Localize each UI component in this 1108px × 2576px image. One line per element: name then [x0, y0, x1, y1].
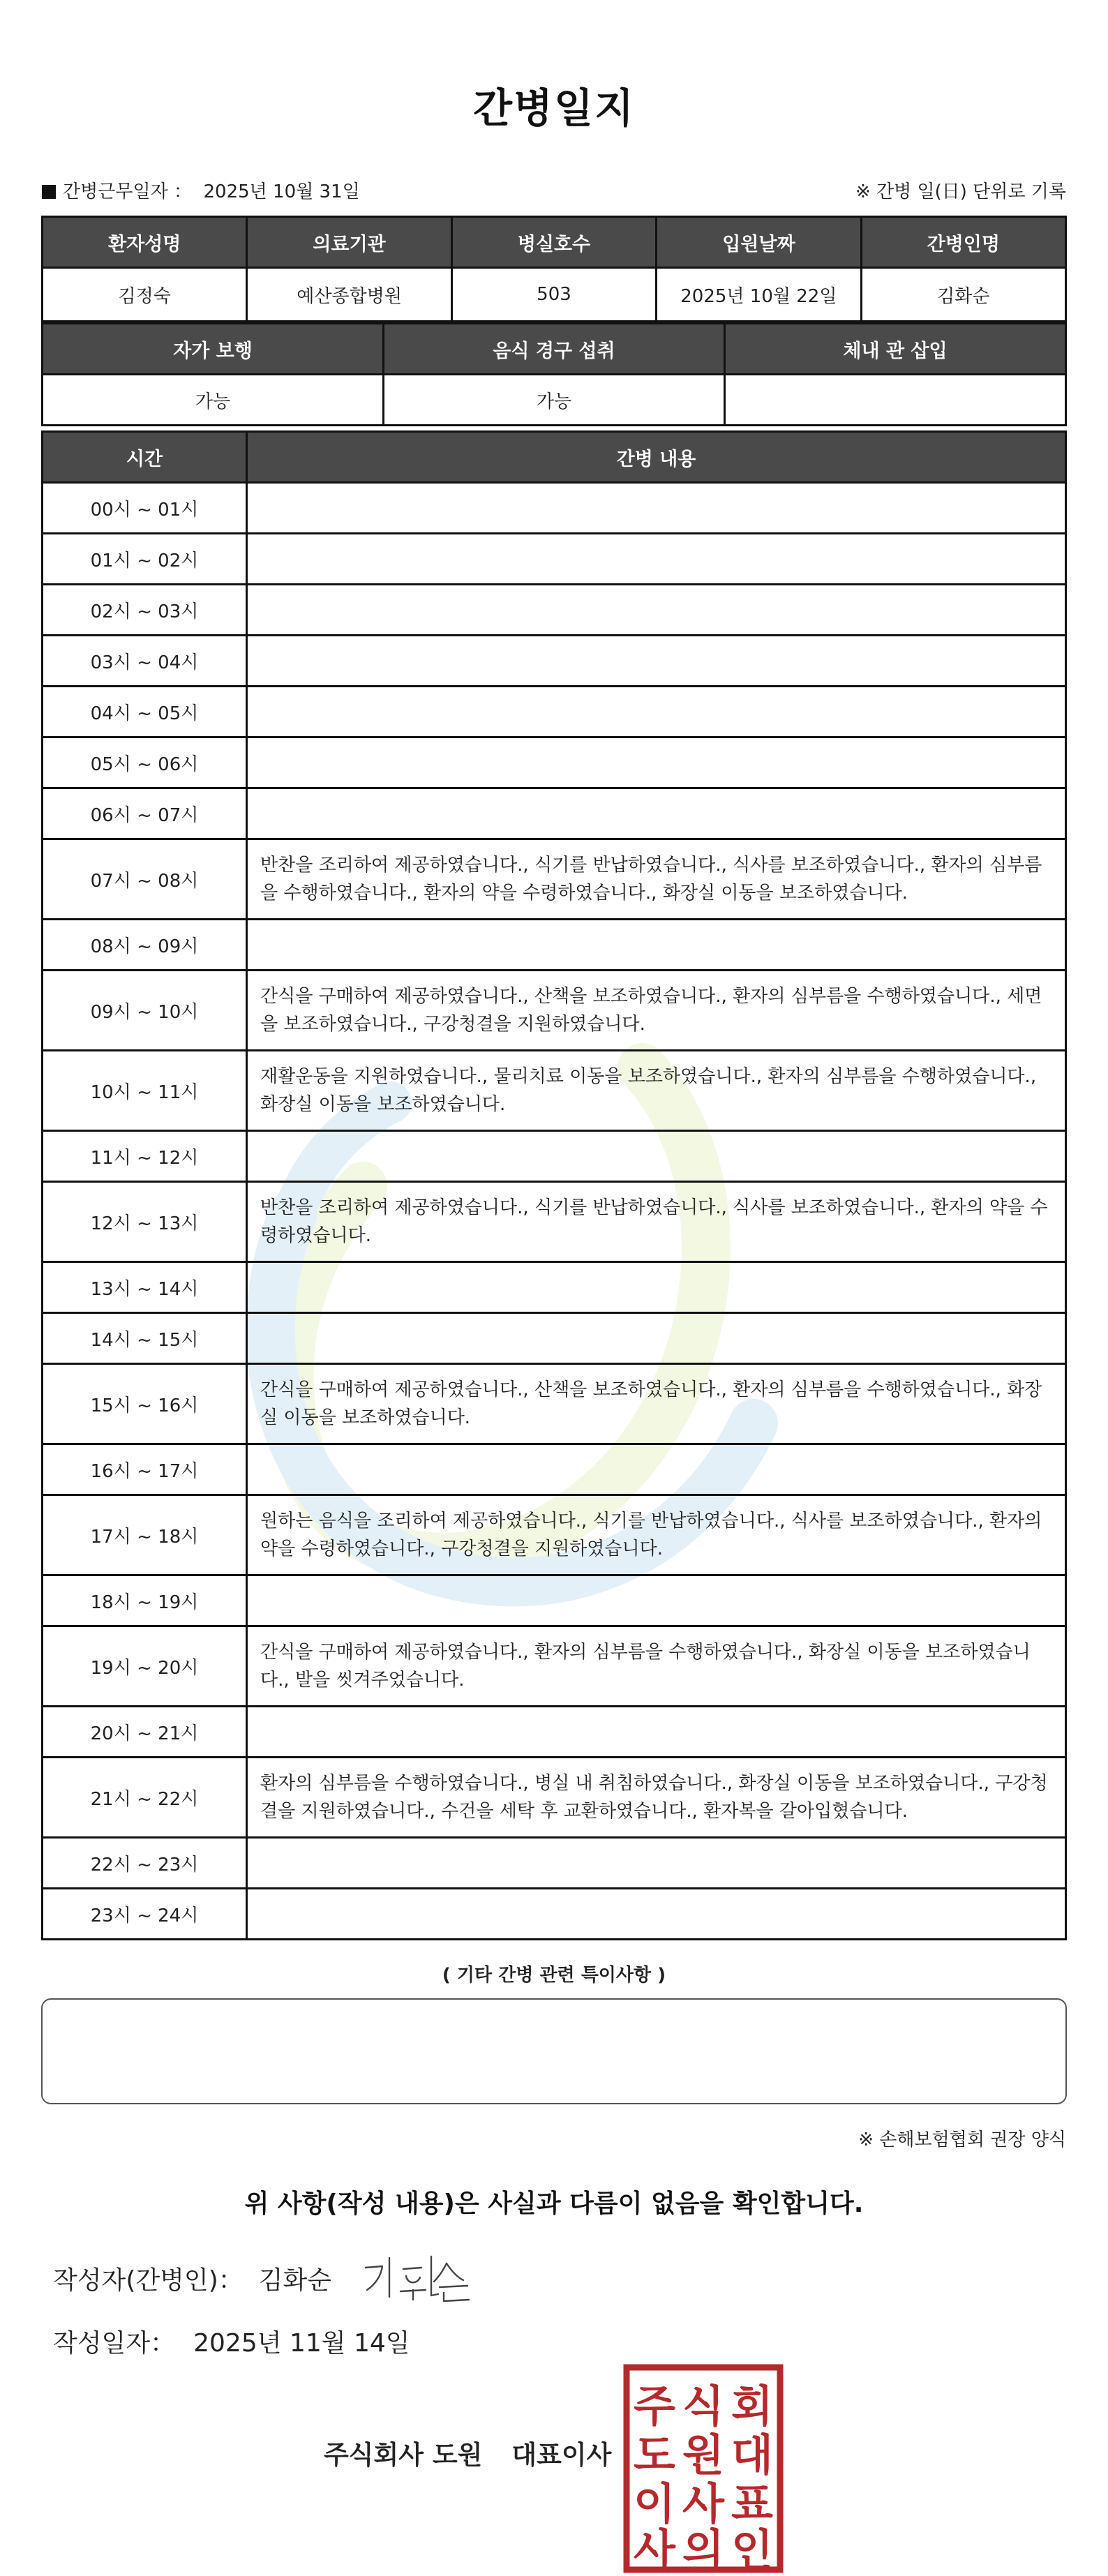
log-time: 20시 ~ 21시 [43, 1707, 247, 1758]
log-content [247, 737, 1066, 788]
log-time: 22시 ~ 23시 [43, 1838, 247, 1889]
log-time: 02시 ~ 03시 [43, 585, 247, 636]
admission-date: 2025년 10월 22일 [657, 268, 861, 322]
svg-text:사: 사 [682, 2478, 724, 2529]
company-representative: 대표이사 [511, 2440, 612, 2470]
patient-status-table [41, 322, 1067, 426]
log-time: 03시 ~ 04시 [43, 636, 247, 687]
log-content [247, 1707, 1066, 1758]
svg-text:대: 대 [731, 2429, 773, 2480]
log-time: 11시 ~ 12시 [43, 1131, 247, 1182]
log-content [247, 1444, 1066, 1495]
log-row [43, 1495, 1066, 1575]
svg-text:사: 사 [634, 2524, 675, 2573]
log-time: 01시 ~ 02시 [43, 534, 247, 585]
log-time: 08시 ~ 09시 [43, 920, 247, 971]
log-row [43, 1182, 1066, 1262]
log-row [43, 585, 1066, 636]
svg-text:표: 표 [731, 2478, 773, 2529]
svg-text:이: 이 [634, 2478, 675, 2529]
log-content [247, 483, 1066, 534]
handwritten-signature [357, 2248, 483, 2311]
caregiver-name: 김화순 [861, 268, 1065, 322]
log-row [43, 1262, 1066, 1313]
company-seal-stamp [623, 2364, 784, 2573]
header-tube-insertion: 체내 관 삽입 [725, 324, 1066, 375]
unit-note: ※ 간병 일(日) 단위로 기록 [855, 181, 1066, 202]
log-row [43, 737, 1066, 788]
log-time: 21시 ~ 22시 [43, 1758, 247, 1838]
room-number: 503 [451, 268, 656, 322]
log-content: 반찬을 조리하여 제공하였습니다., 식기를 반납하였습니다., 식사를 보조하였습니다., 환자의 심부름을 수행하였습니다., 환자의 약을 수령하였습니다., 화장실 이동을 보조하였습니다. [247, 839, 1066, 920]
svg-text:의: 의 [682, 2524, 724, 2573]
header-oral-intake: 음식 경구 섭취 [384, 324, 725, 375]
log-content: 반찬을 조리하여 제공하였습니다., 식기를 반납하였습니다., 식사를 보조하였습니다., 환자의 약을 수령하였습니다. [247, 1182, 1066, 1262]
log-time: 05시 ~ 06시 [43, 737, 247, 788]
header-admission-date: 입원날짜 [657, 217, 861, 268]
log-content [247, 636, 1066, 687]
log-content [247, 1262, 1066, 1313]
work-date-label: 간병근무일자 ： [63, 181, 192, 202]
writer-label: 작성자(간병인)： [53, 2266, 244, 2295]
log-time: 09시 ~ 10시 [43, 971, 247, 1051]
log-row [43, 1707, 1066, 1758]
svg-text:인: 인 [731, 2524, 773, 2573]
log-time: 10시 ~ 11시 [43, 1051, 247, 1131]
header-self-walking: 자가 보행 [43, 324, 384, 375]
log-content: 간식을 구매하여 제공하였습니다., 산책을 보조하였습니다., 환자의 심부름을 수행하였습니다., 세면을 보조하였습니다., 구강청결을 지원하였습니다. [247, 971, 1066, 1051]
log-content: 재활운동을 지원하였습니다., 물리치료 이동을 보조하였습니다., 환자의 심부름을 수행하였습니다., 화장실 이동을 보조하였습니다. [247, 1051, 1066, 1131]
log-row [43, 1131, 1066, 1182]
confirmation-statement: 위 사항(작성 내용)은 사실과 다름이 없음을 확인합니다. [244, 2189, 864, 2218]
care-log-table [41, 430, 1067, 1940]
header-hospital: 의료기관 [247, 217, 451, 268]
svg-text:주: 주 [634, 2381, 675, 2432]
hospital-name: 예산종합병원 [247, 268, 451, 322]
log-content [247, 1131, 1066, 1182]
log-row [43, 483, 1066, 534]
svg-text:도: 도 [634, 2429, 675, 2480]
patient-info-table [41, 216, 1067, 322]
log-row [43, 1364, 1066, 1444]
log-time: 16시 ~ 17시 [43, 1444, 247, 1495]
header-room: 병실호수 [451, 217, 656, 268]
log-time: 23시 ~ 24시 [43, 1889, 247, 1940]
work-date [42, 177, 360, 203]
written-date-label: 작성일자： [53, 2329, 176, 2358]
log-row [43, 1838, 1066, 1889]
log-row [43, 839, 1066, 920]
log-content [247, 534, 1066, 585]
work-date-value: 2025년 10월 31일 [203, 181, 360, 202]
log-time: 07시 ~ 08시 [43, 839, 247, 920]
self-walking-value: 가능 [43, 375, 384, 426]
svg-text:식: 식 [682, 2381, 724, 2432]
log-row [43, 1575, 1066, 1626]
log-content [247, 585, 1066, 636]
form-note: ※ 손해보험협회 권장 양식 [858, 2129, 1066, 2150]
log-time: 12시 ~ 13시 [43, 1182, 247, 1262]
company-name: 주식회사 도원 [324, 2440, 483, 2470]
log-time: 06시 ~ 07시 [43, 788, 247, 839]
header-care-content: 간병 내용 [247, 432, 1066, 483]
log-content: 환자의 심부름을 수행하였습니다., 병실 내 취침하였습니다., 화장실 이동을 보조하였습니다., 구강청결을 지원하였습니다., 수건을 세탁 후 교환하였습니다., 환자복을 갈아입혔습니다. [247, 1758, 1066, 1838]
svg-text:원: 원 [682, 2429, 724, 2480]
log-row [43, 1313, 1066, 1364]
care-log-rows [43, 483, 1066, 1940]
log-content: 간식을 구매하여 제공하였습니다., 환자의 심부름을 수행하였습니다., 화장실 이동을 보조하였습니다., 발을 씻겨주었습니다. [247, 1626, 1066, 1707]
log-time: 18시 ~ 19시 [43, 1575, 247, 1626]
square-bullet-icon [42, 185, 56, 199]
written-date-value: 2025년 11월 14일 [193, 2329, 410, 2358]
log-content: 간식을 구매하여 제공하였습니다., 산책을 보조하였습니다., 환자의 심부름을 수행하였습니다., 화장실 이동을 보조하였습니다. [247, 1364, 1066, 1444]
log-content [247, 1889, 1066, 1940]
log-content [247, 1313, 1066, 1364]
log-row [43, 971, 1066, 1051]
header-caregiver-name: 간병인명 [861, 217, 1065, 268]
written-date-line [53, 2323, 410, 2359]
log-row [43, 1444, 1066, 1495]
log-time: 14시 ~ 15시 [43, 1313, 247, 1364]
log-row [43, 534, 1066, 585]
log-time: 17시 ~ 18시 [43, 1495, 247, 1575]
log-row [43, 1626, 1066, 1707]
log-time: 04시 ~ 05시 [43, 687, 247, 737]
writer-line [53, 2261, 331, 2296]
remarks-title: ( 기타 간병 관련 특이사항 ) [442, 1965, 666, 1986]
log-content [247, 687, 1066, 737]
log-row [43, 920, 1066, 971]
log-row [43, 1889, 1066, 1940]
log-row [43, 687, 1066, 737]
log-row [43, 636, 1066, 687]
patient-name: 김정숙 [43, 268, 247, 322]
log-row [43, 788, 1066, 839]
svg-text:회: 회 [731, 2381, 773, 2432]
log-content [247, 920, 1066, 971]
oral-intake-value: 가능 [384, 375, 725, 426]
writer-name: 김화순 [258, 2266, 332, 2295]
header-time: 시간 [43, 432, 247, 483]
log-time: 00시 ~ 01시 [43, 483, 247, 534]
header-patient-name: 환자성명 [43, 217, 247, 268]
log-content: 원하는 음식을 조리하여 제공하였습니다., 식기를 반납하였습니다., 식사를 보조하였습니다., 환자의 약을 수령하였습니다., 구강청결을 지원하였습니다. [247, 1495, 1066, 1575]
log-time: 13시 ~ 14시 [43, 1262, 247, 1313]
remarks-box [41, 1998, 1067, 2104]
log-content [247, 1838, 1066, 1889]
document-title: 간병일지 [472, 84, 636, 132]
log-row [43, 1051, 1066, 1131]
log-row [43, 1758, 1066, 1838]
company-line [324, 2434, 611, 2471]
log-content [247, 1575, 1066, 1626]
log-time: 15시 ~ 16시 [43, 1364, 247, 1444]
log-content [247, 788, 1066, 839]
tube-insertion-value [725, 375, 1066, 426]
log-time: 19시 ~ 20시 [43, 1626, 247, 1707]
